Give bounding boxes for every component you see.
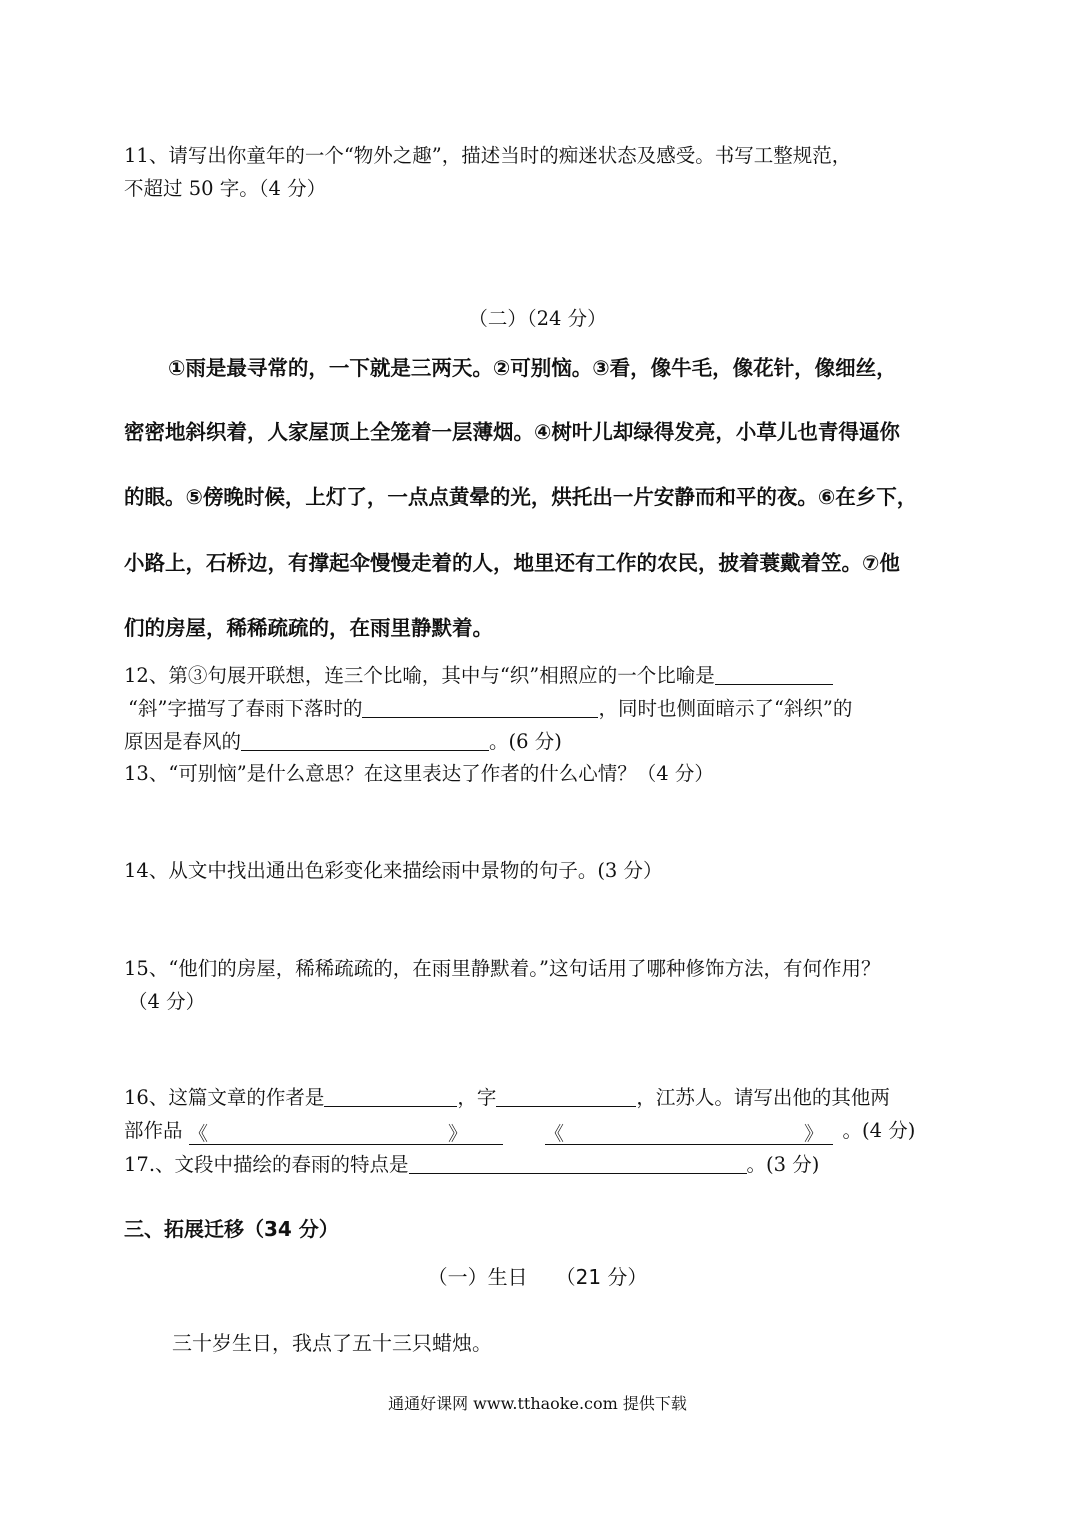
book-title-open-mark-1: 《 (188, 1122, 209, 1145)
question-16-line-2 (124, 1117, 915, 1145)
question-12-text-a: 12、第③句展开联想，连三个比喻，其中与“织”相照应的一个比喻是 (124, 664, 715, 687)
question-17-text-b: 。(3 分) (746, 1153, 820, 1176)
question-12-line-2 (128, 695, 852, 723)
passage-3-line-1: 三十岁生日，我点了五十三只蜡烛。 (172, 1331, 492, 1355)
answer-blank-17[interactable] (409, 1153, 747, 1174)
passage-line-4: 小路上，石桥边，有撑起伞慢慢走着的人，地里还有工作的农民，披着蓑戴着笠。⑦他 (124, 551, 900, 575)
question-16-text-a: 16、这篇文章的作者是 (124, 1086, 325, 1109)
question-12-line-3 (124, 728, 562, 756)
question-12-line-1 (124, 662, 833, 690)
question-15-line-2: （4 分） (128, 990, 206, 1013)
part-3-heading (0, 1263, 1075, 1291)
part-3-score: （21 分） (555, 1265, 648, 1289)
book-title-close-mark-2: 》 (804, 1122, 824, 1145)
answer-blank-12-2[interactable] (362, 697, 598, 718)
book-title-close-mark-1: 》 (448, 1122, 468, 1145)
question-17-text-a: 17.、文段中描绘的春雨的特点是 (124, 1153, 409, 1176)
question-13: 13、“可别恼”是什么意思？在这里表达了作者的什么心情？（4 分） (124, 762, 714, 785)
question-11-line-2: 不超过 50 字。（4 分） (124, 177, 327, 200)
question-16-text-d: 部作品 (124, 1119, 183, 1142)
question-17 (124, 1151, 819, 1179)
question-12-text-b: “斜”字描写了春雨下落时的 (128, 697, 363, 720)
question-12-text-e: 。(6 分) (489, 730, 562, 753)
part-3-title: （一）生日 (427, 1265, 528, 1289)
section-3-heading: 三、拓展迁移（34 分） (124, 1217, 339, 1241)
answer-blank-12-1[interactable] (715, 664, 833, 685)
passage-line-1: ①雨是最寻常的，一下就是三两天。②可别恼。③看，像牛毛，像花针，像细丝， (168, 356, 897, 380)
answer-blank-16-author[interactable] (324, 1086, 457, 1107)
question-16-text-c: ，江苏人。请写出他的其他两 (636, 1086, 890, 1109)
question-16-text-e: 。(4 分) (842, 1119, 916, 1142)
answer-blank-16-courtesy-name[interactable] (496, 1086, 636, 1107)
question-16-line-1 (124, 1084, 890, 1112)
book-title-open-mark-2: 《 (544, 1122, 565, 1145)
answer-blank-16-work-2[interactable] (545, 1120, 833, 1145)
question-12-text-d: 原因是春风的 (124, 730, 242, 753)
part-2-heading: （二）（24 分） (468, 307, 607, 330)
question-14: 14、从文中找出通出色彩变化来描绘雨中景物的句子。(3 分） (124, 859, 663, 882)
footer-credit: 通通好课网 www.tthaoke.com 提供下载 (388, 1394, 687, 1413)
passage-line-5: 们的房屋，稀稀疏疏的，在雨里静默着。 (124, 616, 493, 640)
passage-line-2: 密密地斜织着，人家屋顶上全笼着一层薄烟。④树叶儿却绿得发亮，小草儿也青得逼你 (124, 420, 900, 444)
question-15-line-1: 15、“他们的房屋，稀稀疏疏的，在雨里静默着。”这句话用了哪种修饰方法，有何作用？ (124, 957, 881, 980)
question-11-line-1: 11、请写出你童年的一个“物外之趣”，描述当时的痴迷状态及感受。书写工整规范， (124, 144, 852, 167)
answer-blank-12-3[interactable] (241, 730, 489, 751)
question-16-text-b: ，字 (457, 1086, 497, 1109)
passage-line-3: 的眼。⑤傍晚时候，上灯了，一点点黄晕的光，烘托出一片安静而和平的夜。⑥在乡下， (124, 485, 918, 509)
answer-blank-16-work-1[interactable] (189, 1120, 503, 1145)
question-12-text-c: ，同时也侧面暗示了“斜织”的 (598, 697, 853, 720)
